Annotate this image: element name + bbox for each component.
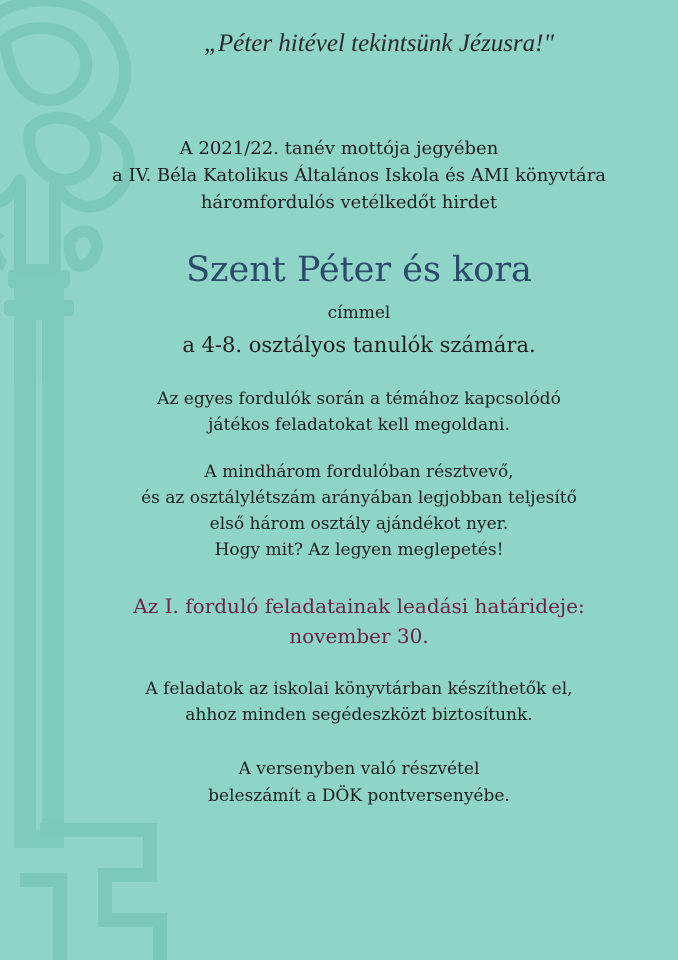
intro-line-2: a IV. Béla Katolikus Általános Iskola és AMI könyvtára <box>112 165 606 186</box>
deadline-date: november 30. <box>289 624 429 648</box>
page-title: Szent Péter és kora <box>186 250 532 290</box>
target-audience: a 4-8. osztályos tanulók számára. <box>182 333 536 357</box>
library-line-2: ahhoz minden segédeszközt biztosítunk. <box>185 705 533 725</box>
tasks-line-2: játékos feladatokat kell megoldani. <box>208 415 510 435</box>
prize-line-3: első három osztály ajándékot nyer. <box>209 514 509 534</box>
prize-line-1: A mindhárom fordulóban résztvevő, <box>204 462 514 482</box>
participation-line-1: A versenyben való részvétel <box>238 759 480 779</box>
intro-line-3: háromfordulós vetélkedőt hirdet <box>200 192 498 213</box>
subtitle: címmel <box>327 303 391 323</box>
prize-line-4: Hogy mit? Az legyen meglepetés! <box>214 540 504 560</box>
motto: „Péter hitével tekintsünk Jézusra!" <box>204 30 554 57</box>
library-line-1: A feladatok az iskolai könyvtárban készíthetők el, <box>145 679 573 699</box>
participation-line-2: beleszámít a DÖK pontversenyébe. <box>208 786 510 806</box>
deadline-line-1: Az I. forduló feladatainak leadási határideje: <box>133 594 585 618</box>
prize-line-2: és az osztálylétszám arányában legjobban teljesítő <box>141 488 577 508</box>
tasks-line-1: Az egyes fordulók során a témához kapcsolódó <box>157 389 561 409</box>
intro-line-1: A 2021/22. tanév mottója jegyében <box>179 138 499 159</box>
